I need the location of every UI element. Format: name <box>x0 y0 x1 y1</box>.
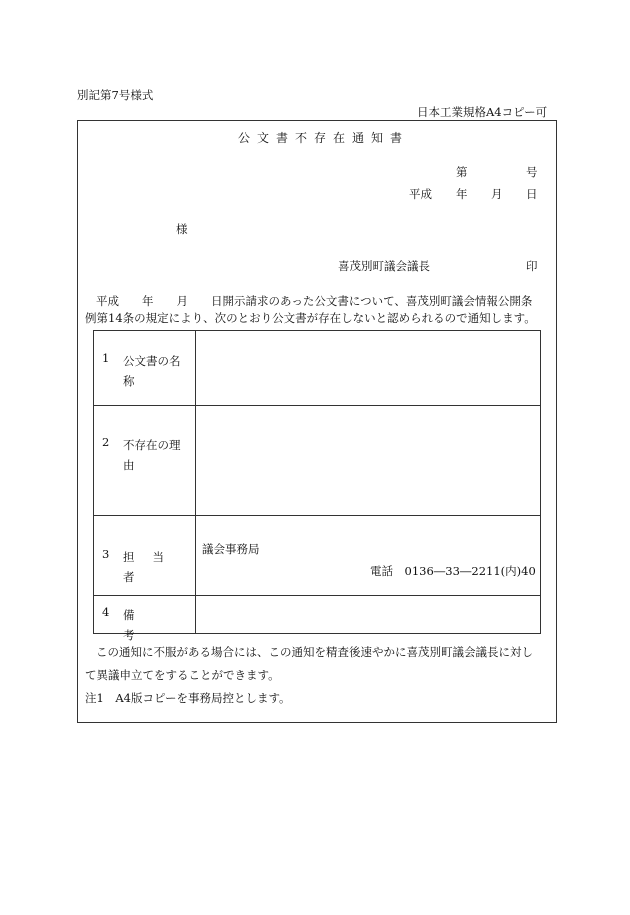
row-value-phone: 電話 0136―33―2211(内)40 <box>370 564 536 578</box>
details-table <box>93 330 541 642</box>
row-label-document-name: 公文書の名称 <box>123 354 181 388</box>
number-suffix: 号 <box>526 165 538 179</box>
number-prefix: 第 <box>456 165 468 179</box>
seal-mark: 印 <box>526 259 538 273</box>
date-era: 平成 <box>409 187 432 201</box>
label-divider <box>195 331 196 633</box>
row-number: 4 <box>102 605 110 619</box>
row-number: 1 <box>102 351 110 365</box>
row-label-reason: 不存在の理由 <box>123 438 181 472</box>
row-value-department: 議会事務局 <box>202 542 260 556</box>
row-label-remarks: 備考 <box>123 608 169 642</box>
row-divider <box>94 405 540 406</box>
paper-note: 日本工業規格A4コピー可 <box>417 105 548 119</box>
row-divider <box>94 595 540 596</box>
form-title: 公文書不存在通知書 <box>238 131 410 145</box>
form-number: 別記第7号様式 <box>77 88 154 102</box>
appeal-line-1: この通知に不服がある場合には、この通知を精査後速やかに喜茂別町議会議長に対し <box>96 645 533 659</box>
issuer-name: 喜茂別町議会議長 <box>338 259 430 273</box>
row-number: 3 <box>102 547 110 561</box>
date-month: 月 <box>491 187 503 201</box>
footnote: 注1 A4版コピーを事務局控とします。 <box>85 691 291 705</box>
row-divider <box>94 515 540 516</box>
row-label-person-in-charge: 担当者 <box>123 550 182 584</box>
addressee-suffix: 様 <box>176 222 188 236</box>
appeal-line-2: て異議申立てをすることができます。 <box>85 668 280 682</box>
date-day: 日 <box>526 187 538 201</box>
intro-line-1: 平成 年 月 日開示請求のあった公文書について、喜茂別町議会情報公開条 <box>96 294 533 308</box>
row-number: 2 <box>102 435 110 449</box>
intro-line-2: 例第14条の規定により、次のとおり公文書が存在しないと認められるので通知します。 <box>85 311 536 325</box>
date-year: 年 <box>456 187 468 201</box>
